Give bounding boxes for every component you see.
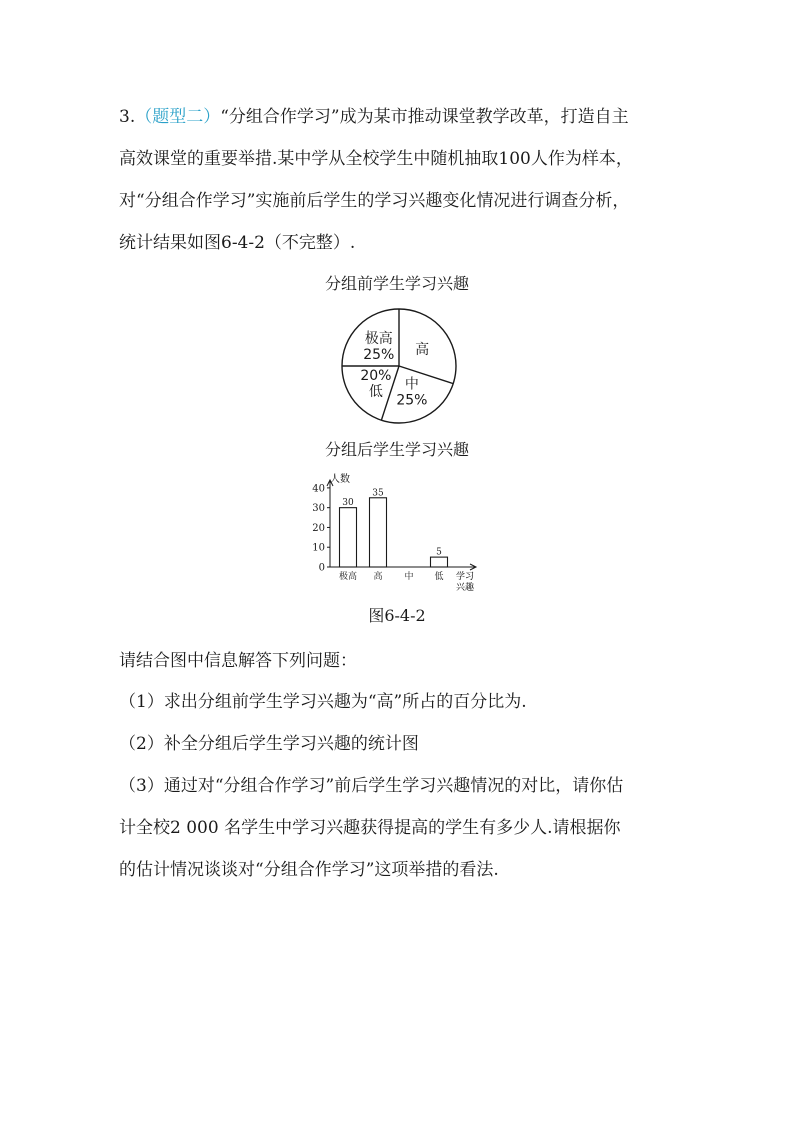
question-3-line-2: 计全校2 000 名学生中学习兴趣获得提高的学生有多少人.请根据你 — [119, 818, 621, 838]
question-1: （1）求出分组前学生学习兴趣为“高”所占的百分比为. — [119, 692, 527, 712]
problem-line-4: 统计结果如图6-4-2（不完整）. — [119, 233, 356, 253]
y-tick-label-10: 10 — [312, 542, 325, 554]
x-category-label-低: 低 — [434, 572, 444, 582]
figure-caption: 图6-4-2 — [368, 606, 426, 625]
pie-label-高-0: 高 — [415, 342, 430, 359]
question-type-tag: （题型二） — [135, 107, 221, 127]
bar-value-label-极高: 30 — [342, 498, 354, 509]
pie-label-低-1: 低 — [368, 383, 383, 400]
x-axis-label-line2: 兴趣 — [455, 583, 475, 593]
bar-value-label-低: 5 — [436, 547, 442, 558]
x-category-label-中: 中 — [404, 572, 414, 582]
question-2: （2）补全分组后学生学习兴趣的统计图 — [119, 734, 419, 754]
bar-chart-title: 分组后学生学习兴趣 — [324, 440, 469, 459]
bar-低 — [431, 557, 448, 567]
pie-chart — [337, 304, 461, 428]
x-category-label-极高: 极高 — [338, 572, 358, 582]
pie-chart-title: 分组前学生学习兴趣 — [324, 274, 469, 293]
problem-line-1 — [119, 107, 629, 127]
y-tick-label-40: 40 — [312, 483, 325, 495]
y-tick-label-20: 20 — [312, 522, 325, 534]
x-axis-label-line1: 学习 — [455, 572, 475, 582]
bar-value-label-高: 35 — [372, 488, 384, 499]
pie-label-中-0: 中 — [404, 376, 419, 393]
problem-line-1-text: “分组合作学习”成为某市推动课堂教学改革，打造自主 — [220, 107, 629, 127]
bar-chart — [310, 470, 490, 600]
question-3-line-3: 的估计情况谈谈对“分组合作学习”这项举措的看法. — [119, 860, 499, 880]
x-category-label-高: 高 — [373, 572, 383, 582]
bar-高 — [370, 498, 387, 567]
problem-line-2: 高效课堂的重要举措.某中学从全校学生中随机抽取100人作为样本， — [119, 149, 633, 169]
y-tick-label-0: 0 — [318, 562, 325, 574]
pie-label-极高-0: 极高 — [364, 330, 393, 347]
problem-line-3: 对“分组合作学习”实施前后学生的学习兴趣变化情况进行调查分析， — [119, 191, 630, 211]
y-axis-label: 人数 — [330, 474, 350, 485]
pie-label-极高-1: 25% — [363, 346, 395, 363]
bar-极高 — [340, 508, 357, 567]
pie-label-低-0: 20% — [360, 367, 392, 384]
problem-number: 3. — [119, 107, 136, 127]
y-tick-label-30: 30 — [312, 503, 325, 515]
pie-label-中-1: 25% — [396, 392, 428, 409]
question-3-line-1: （3）通过对“分组合作学习”前后学生学习兴趣情况的对比，请你估 — [119, 776, 624, 796]
instruction-text: 请结合图中信息解答下列问题： — [119, 651, 357, 671]
